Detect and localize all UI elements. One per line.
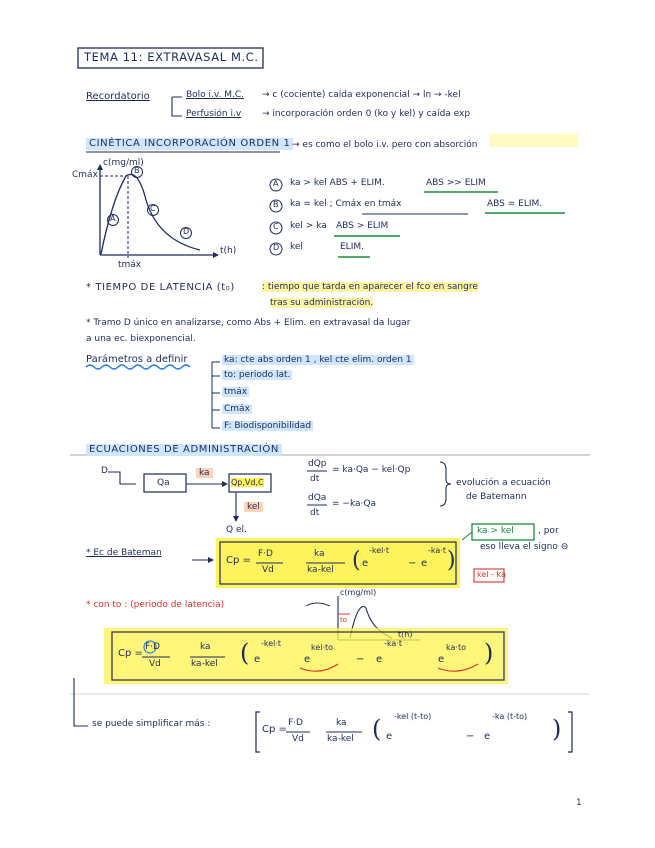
conto-pow1a: -kel·t [261,639,282,648]
conto-e1: e [254,654,261,665]
bateman-pow2: -ka·t [428,546,446,555]
param-item-2: to: periodo lat. [224,370,291,380]
conto-fd: F·D [145,642,160,652]
simplificar-label: se puede simplificar más : [92,719,211,729]
concentration-curve [101,174,200,254]
conto-e3: e [376,654,383,665]
cinetica-heading: CINÉTICA INCORPORACIÓN ORDEN 1 [86,138,293,150]
bateman-exp2: e [421,558,428,569]
bateman-vd: Vd [262,565,274,575]
bateman-ka-num: ka [314,549,325,559]
case-c-note: ABS > ELIM [336,221,389,231]
case-b-note: ABS = ELIM. [487,199,543,209]
eq2-num: dQa [308,493,327,503]
case-a-text: ka > kel ABS + ELIM. [290,178,385,188]
diagram-qa: Qa [157,478,170,488]
eq1-right: = ka·Qa − kel·Qp [332,465,411,475]
bateman-note-box: ka > kel [477,526,514,536]
ecuaciones-heading: ECUACIONES DE ADMINISTRACIÓN [86,444,282,456]
case-a-mark: A [273,179,279,188]
conto-paren-close: ) [484,639,494,667]
diagram-kel: kel [244,502,263,512]
case-c-mark: C [273,222,279,231]
param-item-1: ka: cte abs orden 1 , kel cte elim. orden 1 [224,355,412,365]
eq2-right: = −ka·Qa [332,499,376,509]
intro-perfusion-result: → incorporación orden 0 (ko y kel) y caída exp [262,109,471,119]
latencia-heading: * TIEMPO DE LATENCIA (t₀) [86,282,235,293]
param-item-3: tmáx [224,387,248,397]
bateman-ka-den: ka-kel [307,565,334,575]
conto-paren-open: ( [240,639,250,667]
latencia-line2: tras su administración. [270,298,374,308]
graph-marker-c: C [150,204,156,213]
eq-note-1: evolución a ecuación [456,478,551,488]
bateman-minus: − [408,558,417,569]
conto-vd: Vd [149,659,161,669]
intro-perfusion: Perfusión i.v [186,109,242,119]
conto-ka-den: ka-kel [191,659,218,669]
eq1-den: dt [310,474,320,484]
parametros-heading: Parámetros a definir [86,354,188,365]
intro-bolo-result: → c (cociente) caída exponencial → ln → -kel [262,90,461,100]
cinetica-description: → es como el bolo i.v. pero con absorción [292,140,478,150]
absorcion-highlight [490,134,578,147]
page-title: TEMA 11: EXTRAVASAL M.C. [84,50,259,64]
bateman-note-text2: eso lleva el signo ⊖ [480,542,569,552]
case-b-mark: B [273,200,279,209]
simplificar-pow2: -ka (t-to) [492,712,528,721]
intro-bolo: Bolo i.v. M.C. [186,90,245,100]
graph-cmax: Cmáx [72,170,98,180]
eq1-num: dQp [308,459,327,469]
conto-ka-num: ka [200,642,211,652]
simplificar-paren-open: ( [372,715,382,743]
simplificar-cp: Cp = [262,724,287,735]
simplificar-ka-den: ka-kel [327,734,354,744]
diagram-ka: ka [196,468,213,478]
eq-note-2: de Batemann [466,492,527,502]
simplificar-e1: e [386,731,393,742]
simplificar-paren-close: ) [552,715,562,743]
case-d-note: ELIM. [340,242,364,252]
simplificar-e2: e [484,731,491,742]
graph-marker-a: A [110,214,116,223]
graph-xlabel: t(h) [220,246,237,256]
conto-pow2a: -ka·t [384,639,402,648]
graph-ylabel: c(mg/ml) [103,158,144,168]
page-number: 1 [576,798,582,808]
bateman-pow1: -kel·t [369,546,390,555]
conto-pow1b: kel·to [311,643,334,652]
graph-tmax: tmáx [118,260,142,270]
simplificar-ka-num: ka [336,718,347,728]
bateman-fd: F·D [258,549,273,559]
conto-cp: Cp = [118,648,143,659]
case-c-text: kel > ka [290,221,327,231]
case-d-mark: D [273,243,280,252]
param-item-4: Cmáx [224,404,250,414]
cinetica-graph [97,164,219,258]
bateman-exp1: e [362,558,369,569]
case-b-text: ka = kel ; Cmáx en tmáx [290,199,402,209]
tramo-line2: a una ec. biexponencial. [86,334,196,344]
conto-e4: e [438,654,445,665]
simplificar-pow1: -kel (t-to) [394,712,432,721]
bateman-cp: Cp = [226,555,251,566]
simplificar-fd: F·D [288,718,303,728]
graph-marker-b: B [134,166,140,175]
conto-pow2b: ka·to [446,643,466,652]
conto-label: * con to : (periodo de latencia) [86,600,225,610]
simplificar-vd: Vd [292,734,304,744]
conto-graph-ylabel: c(mg/ml) [340,588,377,597]
diagram-qel: Q el. [226,525,247,535]
conto-minus: − [356,654,365,665]
latencia-line1: : tiempo que tarda en aparecer el fco en sangre [262,282,478,292]
intro-label: Recordatorio [86,91,150,102]
conto-e2: e [304,654,311,665]
param-item-5: F: Biodisponibilidad [224,421,312,431]
eq2-den: dt [310,508,320,518]
case-a-note: ABS >> ELIM [426,178,486,188]
bateman-label: * Ec de Bateman [86,548,162,558]
tramo-line1: * Tramo D único en analizarse, como Abs + Elim. en extravasal da lugar [86,318,411,328]
conto-graph-to: to [340,616,348,624]
bateman-small-box: kel - ka [477,570,506,579]
bateman-paren-open: ( [352,548,361,573]
diagram-dose: D [101,466,108,476]
case-d-text: kel [290,242,303,252]
simplificar-minus: − [466,731,475,742]
graph-marker-d: D [183,227,190,236]
diagram-central: Qp,Vd,C [231,478,264,487]
bateman-paren-close: ) [447,548,456,573]
bateman-note-text1: , por [538,526,559,536]
conto-graph-xlabel: t(h) [398,630,413,639]
